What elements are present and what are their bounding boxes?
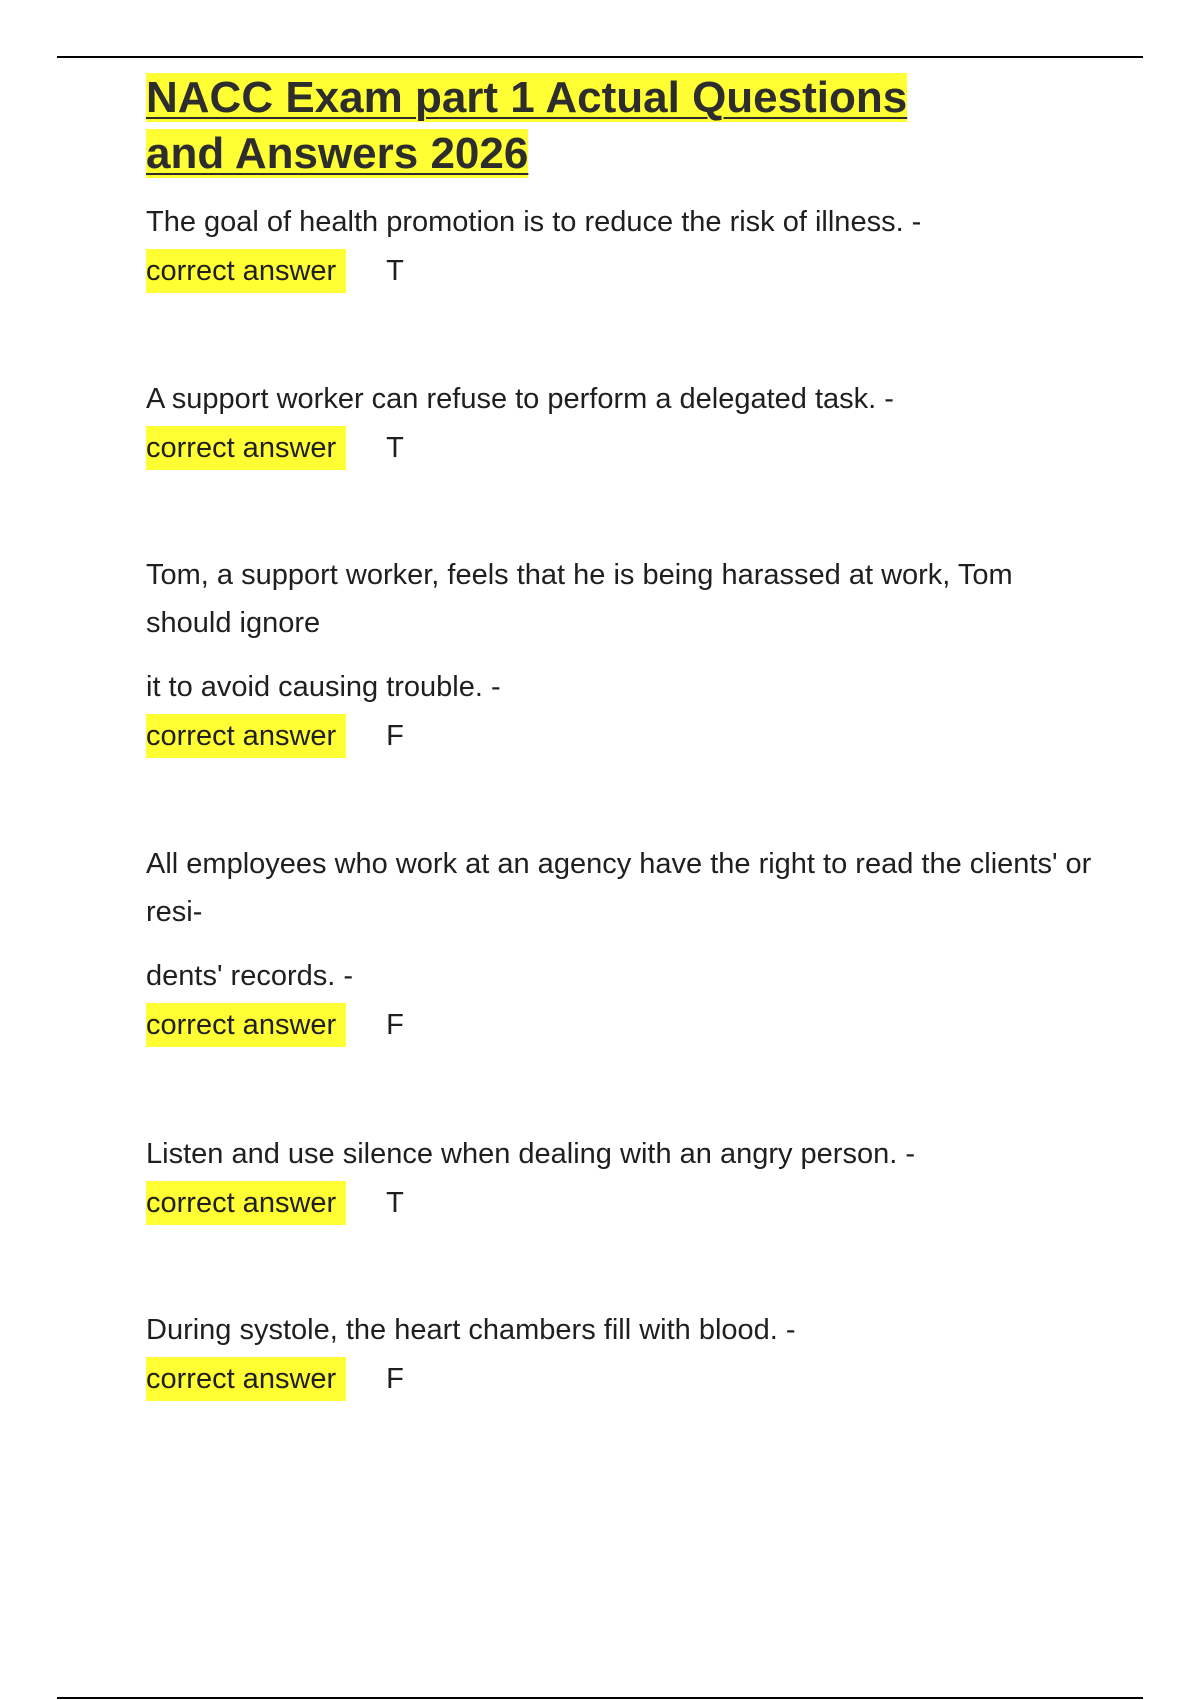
question-text [146, 551, 1106, 711]
question-line-1: Tom, a support worker, feels that he is being harassed at work, Tom should ignore [146, 559, 1013, 639]
answer-value: T [386, 1186, 404, 1219]
question-text: Listen and use silence when dealing with an angry person. - [146, 1138, 915, 1170]
question-line-2: it to avoid causing trouble. - [146, 671, 501, 703]
answer-label: correct answer [146, 1181, 346, 1225]
qa-item [146, 198, 1106, 296]
question-text: A support worker can refuse to perform a delegated task. - [146, 383, 894, 415]
answer-value: T [386, 254, 404, 287]
qa-item [146, 1306, 1106, 1404]
answer-value: T [386, 431, 404, 464]
qa-item [146, 840, 1106, 1050]
qa-item [146, 375, 1106, 473]
question-text: The goal of health promotion is to reduce the risk of illness. - [146, 206, 922, 238]
title-line-1: NACC Exam part 1 Actual Questions [146, 73, 908, 122]
answer-label: correct answer [146, 1357, 346, 1401]
top-rule [57, 56, 1143, 58]
bottom-rule [57, 1697, 1143, 1699]
answer-row [146, 711, 1106, 761]
answer-row [146, 1000, 1106, 1050]
answer-row [146, 1178, 1106, 1228]
question-text: During systole, the heart chambers fill with blood. - [146, 1314, 796, 1346]
answer-label: correct answer [146, 249, 346, 293]
answer-row [146, 1354, 1106, 1404]
answer-value: F [386, 1362, 404, 1395]
title-line-2: and Answers 2026 [146, 129, 529, 178]
answer-label: correct answer [146, 426, 346, 470]
answer-value: F [386, 719, 404, 752]
answer-row [146, 246, 1106, 296]
answer-label: correct answer [146, 1003, 346, 1047]
qa-item [146, 1130, 1106, 1228]
question-line-2: dents' records. - [146, 960, 354, 992]
question-line-1: All employees who work at an agency have the right to read the clients' or resi- [146, 848, 1092, 928]
document-title [146, 70, 1026, 182]
answer-label: correct answer [146, 714, 346, 758]
answer-value: F [386, 1008, 404, 1041]
question-text [146, 840, 1106, 1000]
qa-item [146, 551, 1106, 761]
answer-row [146, 423, 1106, 473]
